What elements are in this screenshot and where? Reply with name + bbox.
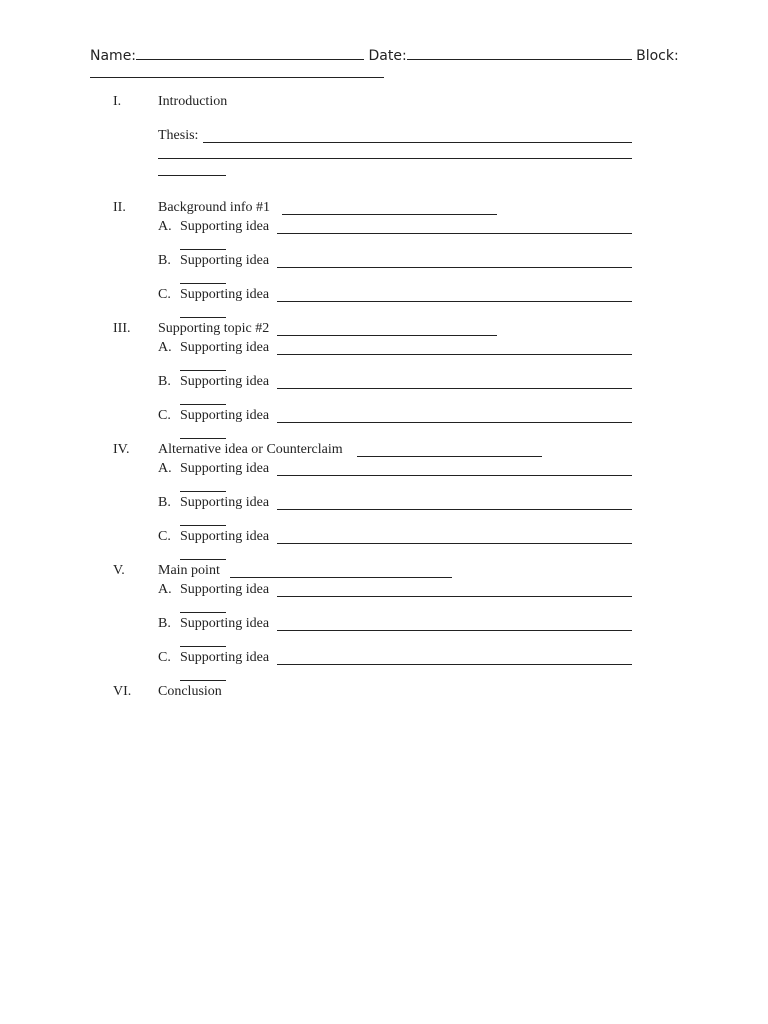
supporting-idea-field[interactable] xyxy=(277,354,632,355)
section-title: Supporting topic #2 xyxy=(158,321,270,336)
supporting-idea-label: Supporting idea xyxy=(180,616,270,631)
supporting-idea-field[interactable] xyxy=(277,267,632,268)
supporting-idea-label: Supporting idea xyxy=(180,219,270,234)
section-numeral: VI. xyxy=(113,684,132,699)
item-letter: B. xyxy=(158,616,171,631)
supporting-idea-field[interactable] xyxy=(277,664,632,665)
block-label: Block: xyxy=(636,48,679,64)
section-numeral: III. xyxy=(113,321,131,336)
date-label: Date: xyxy=(368,48,407,64)
supporting-idea-label: Supporting idea xyxy=(180,495,270,510)
supporting-idea-field-wrap[interactable] xyxy=(180,646,226,647)
supporting-idea-field[interactable] xyxy=(277,388,632,389)
supporting-idea-field[interactable] xyxy=(277,596,632,597)
supporting-idea-label: Supporting idea xyxy=(180,582,270,597)
supporting-idea-field[interactable] xyxy=(277,509,632,510)
supporting-idea-field[interactable] xyxy=(277,233,632,234)
section-title: Conclusion xyxy=(158,684,222,699)
supporting-idea-field[interactable] xyxy=(277,422,632,423)
supporting-idea-label: Supporting idea xyxy=(180,374,270,389)
supporting-idea-label: Supporting idea xyxy=(180,650,270,665)
item-letter: A. xyxy=(158,582,172,597)
section-numeral: V. xyxy=(113,563,125,578)
supporting-idea-field-wrap[interactable] xyxy=(180,370,226,371)
item-letter: C. xyxy=(158,529,171,544)
supporting-idea-label: Supporting idea xyxy=(180,461,270,476)
supporting-idea-field-wrap[interactable] xyxy=(180,491,226,492)
supporting-idea-field-wrap[interactable] xyxy=(180,525,226,526)
item-letter: A. xyxy=(158,461,172,476)
supporting-idea-label: Supporting idea xyxy=(180,253,270,268)
supporting-idea-label: Supporting idea xyxy=(180,287,270,302)
thesis-label: Thesis: xyxy=(158,128,199,143)
date-field[interactable] xyxy=(407,45,632,60)
section-title-field[interactable] xyxy=(230,577,452,578)
section-numeral: I. xyxy=(113,94,122,109)
section-title: Alternative idea or Counterclaim xyxy=(158,442,343,457)
section-title: Main point xyxy=(158,563,220,578)
section-title: Introduction xyxy=(158,94,228,109)
item-letter: B. xyxy=(158,374,171,389)
name-field[interactable] xyxy=(136,45,364,60)
supporting-idea-field-wrap[interactable] xyxy=(180,404,226,405)
supporting-idea-field-wrap[interactable] xyxy=(180,559,226,560)
supporting-idea-field-wrap[interactable] xyxy=(180,249,226,250)
supporting-idea-label: Supporting idea xyxy=(180,529,270,544)
item-letter: A. xyxy=(158,219,172,234)
supporting-idea-field-wrap[interactable] xyxy=(180,283,226,284)
block-field[interactable] xyxy=(90,77,384,78)
supporting-idea-field[interactable] xyxy=(277,630,632,631)
supporting-idea-field-wrap[interactable] xyxy=(180,680,226,681)
thesis-field[interactable] xyxy=(203,142,632,143)
supporting-idea-field-wrap[interactable] xyxy=(180,317,226,318)
supporting-idea-field-wrap[interactable] xyxy=(180,438,226,439)
item-letter: C. xyxy=(158,650,171,665)
section-title-field[interactable] xyxy=(282,214,497,215)
header-line xyxy=(90,45,690,64)
item-letter: B. xyxy=(158,495,171,510)
section-title-field[interactable] xyxy=(357,456,542,457)
thesis-field-line2[interactable] xyxy=(158,158,632,159)
supporting-idea-field[interactable] xyxy=(277,543,632,544)
section-numeral: II. xyxy=(113,200,126,215)
name-label: Name: xyxy=(90,48,137,64)
item-letter: B. xyxy=(158,253,171,268)
supporting-idea-field[interactable] xyxy=(277,301,632,302)
supporting-idea-label: Supporting idea xyxy=(180,340,270,355)
thesis-field-line3[interactable] xyxy=(158,175,226,176)
section-title-field[interactable] xyxy=(277,335,497,336)
section-title: Background info #1 xyxy=(158,200,270,215)
supporting-idea-field[interactable] xyxy=(277,475,632,476)
section-numeral: IV. xyxy=(113,442,130,457)
item-letter: C. xyxy=(158,287,171,302)
item-letter: A. xyxy=(158,340,172,355)
supporting-idea-field-wrap[interactable] xyxy=(180,612,226,613)
supporting-idea-label: Supporting idea xyxy=(180,408,270,423)
item-letter: C. xyxy=(158,408,171,423)
